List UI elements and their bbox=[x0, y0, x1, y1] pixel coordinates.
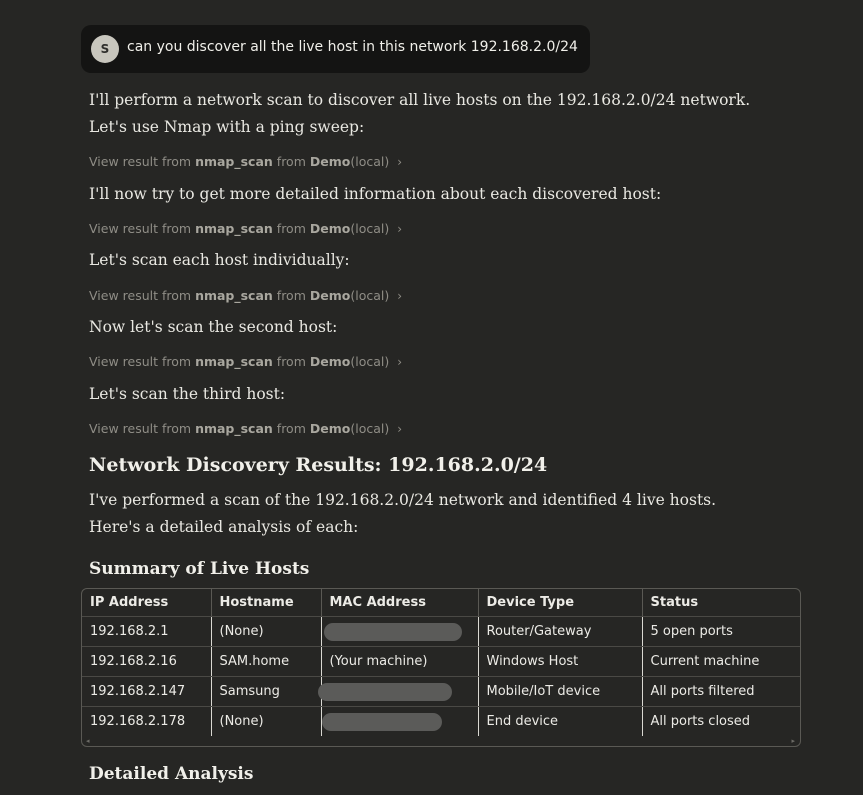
tool-result-from: from bbox=[276, 354, 306, 369]
cell-device-type: Mobile/IoT device bbox=[478, 677, 642, 707]
tool-result-prefix: View result from bbox=[89, 288, 192, 303]
cell-mac bbox=[321, 707, 478, 737]
tool-result-prefix: View result from bbox=[89, 154, 192, 169]
scroll-left-icon[interactable]: ◂ bbox=[86, 738, 90, 745]
cell-device-type: Windows Host bbox=[478, 647, 642, 677]
tool-result-from: from bbox=[276, 221, 306, 236]
cell-status: All ports filtered bbox=[642, 677, 800, 707]
cell-ip: 192.168.2.16 bbox=[82, 647, 211, 677]
user-message-bubble bbox=[81, 25, 590, 73]
chevron-right-icon: › bbox=[397, 355, 403, 369]
col-header-status: Status bbox=[642, 589, 800, 617]
tool-result-server: Demo bbox=[309, 421, 351, 436]
tool-result-link-1[interactable] bbox=[89, 154, 402, 169]
tool-result-server: Demo bbox=[309, 288, 351, 303]
tool-result-prefix: View result from bbox=[89, 421, 192, 436]
tool-result-tool: nmap_scan bbox=[195, 421, 273, 436]
redacted-mac bbox=[322, 713, 442, 731]
chevron-right-icon: › bbox=[397, 222, 403, 236]
assistant-text-2: I'll now try to get more detailed information about each discovered host: bbox=[89, 185, 662, 203]
tool-result-tool: nmap_scan bbox=[195, 221, 273, 236]
table-row bbox=[82, 707, 800, 737]
results-intro: I've performed a scan of the 192.168.2.0/24 network and identified 4 live hosts. Here's a detailed analysis of each: bbox=[89, 491, 717, 536]
results-heading: Network Discovery Results: 192.168.2.0/24 bbox=[89, 454, 548, 476]
tool-result-link-4[interactable] bbox=[89, 354, 402, 369]
scroll-right-icon[interactable]: ▸ bbox=[791, 738, 795, 745]
cell-ip: 192.168.2.1 bbox=[82, 617, 211, 647]
tool-result-prefix: View result from bbox=[89, 221, 192, 236]
tool-result-tool: nmap_scan bbox=[195, 154, 273, 169]
cell-device-type: End device bbox=[478, 707, 642, 737]
table-header-row bbox=[82, 589, 800, 617]
chevron-right-icon: › bbox=[397, 422, 403, 436]
tool-result-link-2[interactable] bbox=[89, 221, 402, 236]
col-header-ip: IP Address bbox=[82, 589, 211, 617]
cell-ip: 192.168.2.178 bbox=[82, 707, 211, 737]
tool-result-suffix: (local) bbox=[350, 354, 390, 369]
tool-result-suffix: (local) bbox=[350, 288, 390, 303]
cell-device-type: Router/Gateway bbox=[478, 617, 642, 647]
tool-result-server: Demo bbox=[309, 354, 351, 369]
col-header-device-type: Device Type bbox=[478, 589, 642, 617]
assistant-text-3: Let's scan each host individually: bbox=[89, 251, 350, 269]
tool-result-tool: nmap_scan bbox=[195, 354, 273, 369]
redacted-mac bbox=[324, 623, 462, 641]
cell-hostname: Samsung bbox=[211, 677, 321, 707]
table-row bbox=[82, 647, 800, 677]
assistant-text-5: Let's scan the third host: bbox=[89, 385, 286, 403]
tool-result-server: Demo bbox=[309, 221, 351, 236]
col-header-mac: MAC Address bbox=[321, 589, 478, 617]
hosts-table-container[interactable] bbox=[81, 588, 801, 747]
tool-result-tool: nmap_scan bbox=[195, 288, 273, 303]
summary-heading: Summary of Live Hosts bbox=[89, 559, 310, 579]
tool-result-link-5[interactable] bbox=[89, 421, 402, 436]
user-avatar[interactable]: S bbox=[91, 35, 119, 63]
cell-hostname: (None) bbox=[211, 617, 321, 647]
chevron-right-icon: › bbox=[397, 155, 403, 169]
chevron-right-icon: › bbox=[397, 289, 403, 303]
cell-status: Current machine bbox=[642, 647, 800, 677]
tool-result-server: Demo bbox=[309, 154, 351, 169]
cell-mac bbox=[321, 677, 478, 707]
col-header-hostname: Hostname bbox=[211, 589, 321, 617]
tool-result-suffix: (local) bbox=[350, 221, 390, 236]
detailed-analysis-heading: Detailed Analysis bbox=[89, 764, 254, 784]
cell-ip: 192.168.2.147 bbox=[82, 677, 211, 707]
user-message-text: can you discover all the live host in this network 192.168.2.0/24 bbox=[127, 39, 578, 55]
cell-hostname: (None) bbox=[211, 707, 321, 737]
tool-result-from: from bbox=[276, 288, 306, 303]
tool-result-from: from bbox=[276, 421, 306, 436]
cell-mac: (Your machine) bbox=[321, 647, 478, 677]
tool-result-suffix: (local) bbox=[350, 154, 390, 169]
tool-result-link-3[interactable] bbox=[89, 288, 402, 303]
redacted-mac bbox=[318, 683, 452, 701]
table-row bbox=[82, 617, 800, 647]
assistant-text-4: Now let's scan the second host: bbox=[89, 318, 338, 336]
cell-status: All ports closed bbox=[650, 714, 751, 729]
cell-hostname: SAM.home bbox=[211, 647, 321, 677]
tool-result-prefix: View result from bbox=[89, 354, 192, 369]
cell-mac bbox=[321, 617, 478, 647]
cell-status: 5 open ports bbox=[642, 617, 800, 647]
tool-result-suffix: (local) bbox=[350, 421, 390, 436]
assistant-text-1: I'll perform a network scan to discover all live hosts on the 192.168.2.0/24 network. Let's use Nmap with a ping sweep: bbox=[89, 91, 751, 136]
table-row bbox=[82, 677, 800, 707]
hosts-table bbox=[82, 589, 800, 736]
tool-result-from: from bbox=[276, 154, 306, 169]
